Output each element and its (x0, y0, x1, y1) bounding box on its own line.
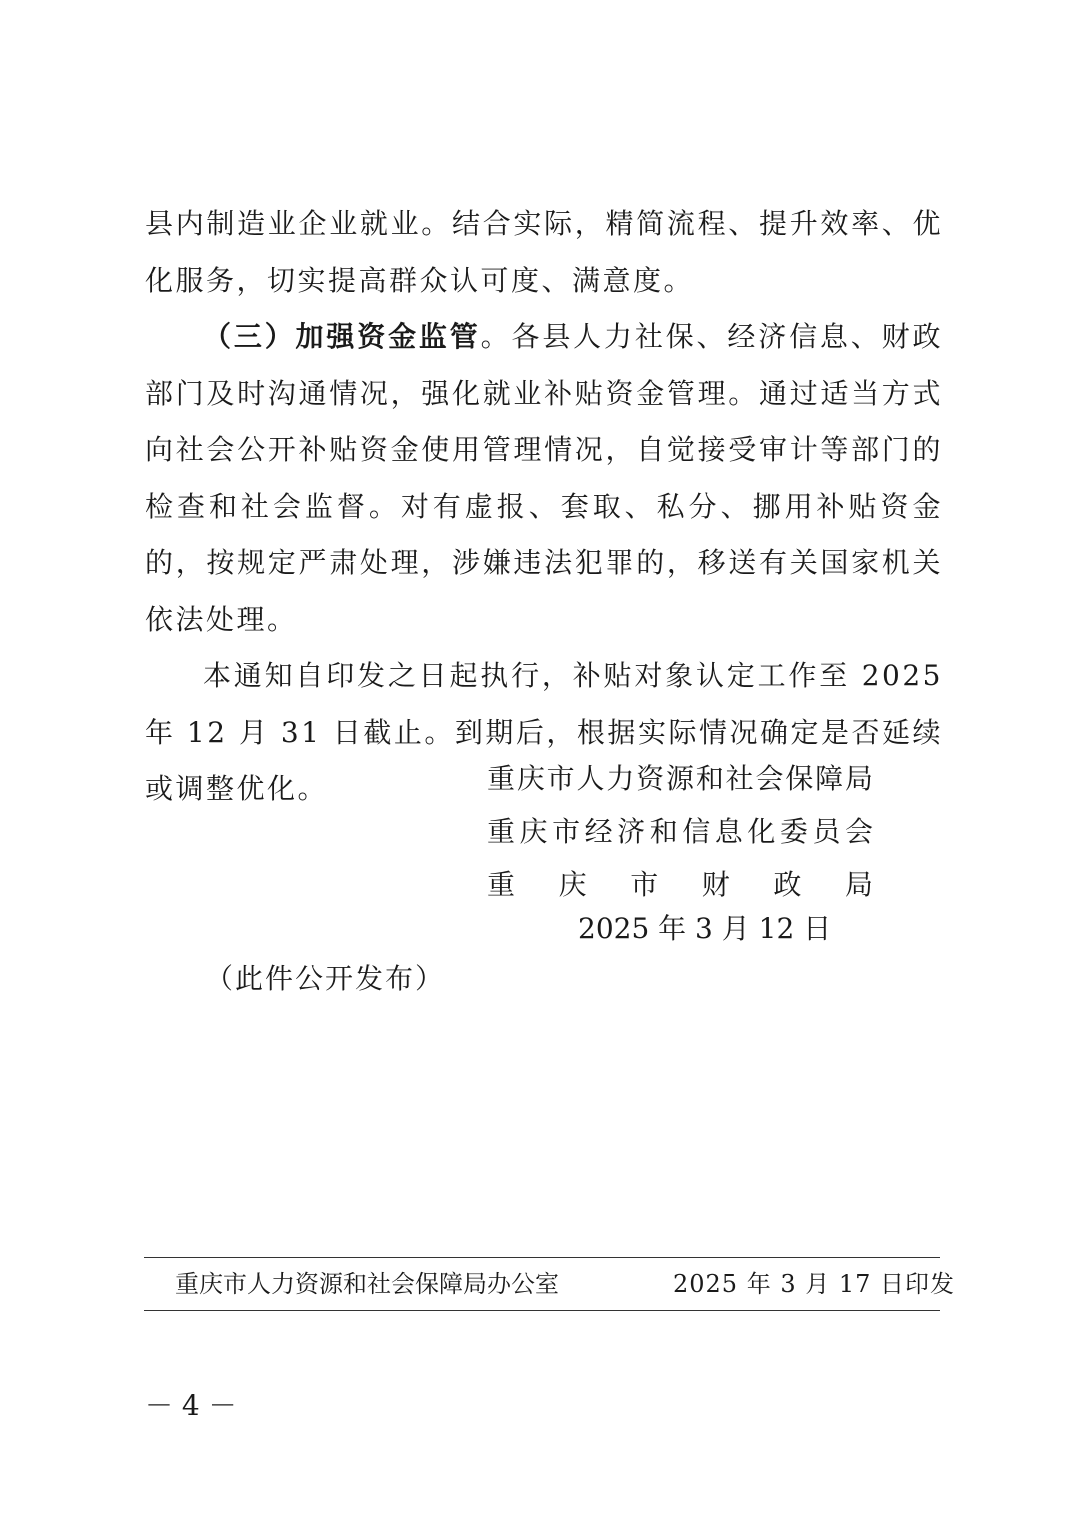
footer-issuer: 重庆市人力资源和社会保障局办公室 (175, 1270, 559, 1298)
paragraph-continuation: 县内制造业企业就业。结合实际，精简流程、提升效率、优化服务，切实提高群众认可度、满意度。 (145, 207, 943, 297)
section-heading: （三）加强资金监管 (203, 320, 481, 353)
signature-block (487, 752, 873, 911)
signature-org-hrss: 重庆市人力资源和社会保障局 (487, 762, 873, 795)
paragraph-fund-supervision (145, 309, 943, 648)
section-body: 。各县人力社保、经济信息、财政部门及时沟通情况，强化就业补贴资金管理。通过适当方式向社会公开补贴资金使用管理情况，自觉接受审计等部门的检查和社会监督。对有虚报、套取、私分、挪用补贴资金的，按规定严肃处理，涉嫌违法犯罪的，移送有关国家机关依法处理。 (145, 320, 943, 636)
signature-char: 重 (487, 868, 516, 901)
footer-divider-top (144, 1257, 940, 1258)
signature-char: 市 (630, 868, 659, 901)
page-number: － 4 － (145, 1389, 237, 1422)
public-release-note: （此件公开发布） (205, 962, 446, 995)
signature-char: 庆 (558, 868, 587, 901)
issue-date: 2025 年 3 月 12 日 (578, 912, 832, 945)
signature-char: 局 (844, 868, 873, 901)
document-body (145, 196, 943, 818)
paragraph-effective-date: 本通知自印发之日起执行，补贴对象认定工作至 2025 年 12 月 31 日截止。到期后，根据实际情况确定是否延续或调整优化。 (145, 659, 943, 805)
signature-char: 财 (701, 868, 730, 901)
signature-org-economy: 重庆市经济和信息化委员会 (487, 815, 873, 848)
footer-print-date: 2025 年 3 月 17 日印发 (673, 1270, 956, 1298)
footer-divider-bottom (144, 1310, 940, 1311)
signature-org-finance (487, 858, 873, 911)
signature-char: 政 (773, 868, 802, 901)
